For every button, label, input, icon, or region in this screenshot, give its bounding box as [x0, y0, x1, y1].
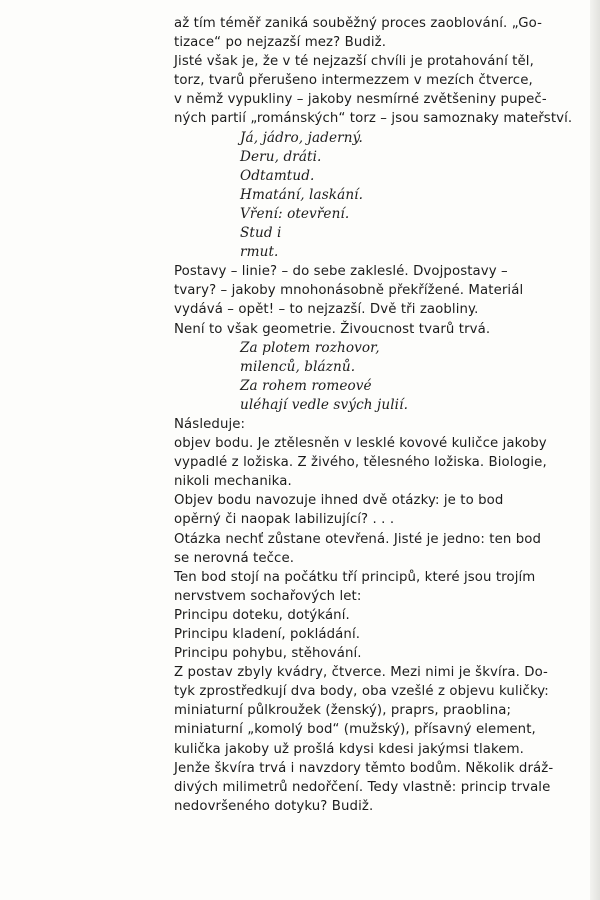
- text-line: miniaturní půlkroužek (ženský), praprs, praoblina;: [174, 703, 512, 719]
- text-line: objev bodu. Je ztělesněn v lesklé kovové kuličce jakoby: [174, 436, 547, 452]
- text-line: Z postav zbyly kvádry, čtverce. Mezi nimi je škvíra. Do-: [174, 665, 548, 681]
- poem-line: Za rohem romeové: [240, 377, 372, 394]
- text-line: Postavy – linie? – do sebe zakleslé. Dvojpostavy –: [174, 264, 508, 280]
- text-line: kulička jakoby už prošlá kdysi kdesi jakýmsi tlakem.: [174, 741, 524, 757]
- text-line: Principu pohybu, stěhování.: [174, 646, 362, 662]
- text-line: tyk zprostředkují dva body, oba vzešlé z objevu kuličky:: [174, 684, 549, 700]
- poem-line: Deru, dráti.: [240, 148, 322, 165]
- poem-line: Stud i: [240, 225, 282, 242]
- text-line: v němž vypukliny – jakoby nesmírné zvětšeniny pupeč-: [174, 92, 547, 108]
- page-edge: [590, 0, 600, 900]
- poem-line: milenců, bláznů.: [240, 358, 356, 375]
- body-text: [174, 14, 573, 816]
- text-line: Principu doteku, dotýkání.: [174, 607, 350, 623]
- text-line: Není to však geometrie. Živoucnost tvarů trvá.: [174, 321, 491, 337]
- text-line: se nerovná tečce.: [174, 550, 295, 566]
- text-line: tvary? – jakoby mnohonásobně překřížené. Materiál: [174, 283, 524, 299]
- poem-line: Odtamtud.: [240, 167, 315, 184]
- text-line: Objev bodu navozuje ihned dvě otázky: je to bod: [174, 493, 504, 509]
- text-line: Následuje:: [174, 416, 246, 432]
- poem-line: uléhají vedle svých julií.: [240, 396, 408, 413]
- text-line: až tím téměř zaniká souběžný proces zaoblování. „Go-: [174, 16, 542, 31]
- text-line: nikoli mechanika.: [174, 474, 292, 490]
- poem-line: Já, jádro, jaderný.: [240, 129, 363, 146]
- text-line: vypadlé z ložiska. Z živého, tělesného ložiska. Biologie,: [174, 455, 547, 471]
- text-line: Jisté však je, že v té nejzazší chvíli je protahování těl,: [174, 54, 534, 70]
- text-line: divých milimetrů nedořčení. Tedy vlastně: princip trvale: [174, 779, 551, 795]
- poem-line: Vření: otevření.: [240, 205, 350, 222]
- text-line: torz, tvarů přerušeno intermezzem v mezích čtverce,: [174, 73, 533, 89]
- text-line: tizace“ po nejzazší mez? Budiž.: [174, 35, 387, 51]
- text-line: miniaturní „komolý bod“ (mužský), přísavný element,: [174, 722, 536, 738]
- text-line: ných partií „románských“ torz – jsou samoznaky mateřství.: [174, 111, 573, 127]
- poem-line: Za plotem rozhovor,: [240, 339, 380, 356]
- poem-line: Hmatání, laskání.: [240, 186, 364, 203]
- text-line: Jenže škvíra trvá i navzdory těmto bodům. Několik dráž-: [174, 760, 554, 776]
- text-line: vydává – opět! – to nejzazší. Dvě tři zaobliny.: [174, 302, 479, 318]
- text-line: nervstvem sochařových let:: [174, 588, 362, 604]
- poem-line: rmut.: [240, 244, 279, 261]
- text-line: nedovršeného dotyku? Budiž.: [174, 798, 374, 814]
- text-line: Ten bod stojí na počátku tří principů, které jsou trojím: [174, 569, 536, 585]
- text-line: Otázka nechť zůstane otevřená. Jisté je jedno: ten bod: [174, 531, 542, 547]
- text-line: Principu kladení, pokládání.: [174, 627, 361, 642]
- text-line: opěrný či naopak labilizující? . . .: [174, 512, 395, 528]
